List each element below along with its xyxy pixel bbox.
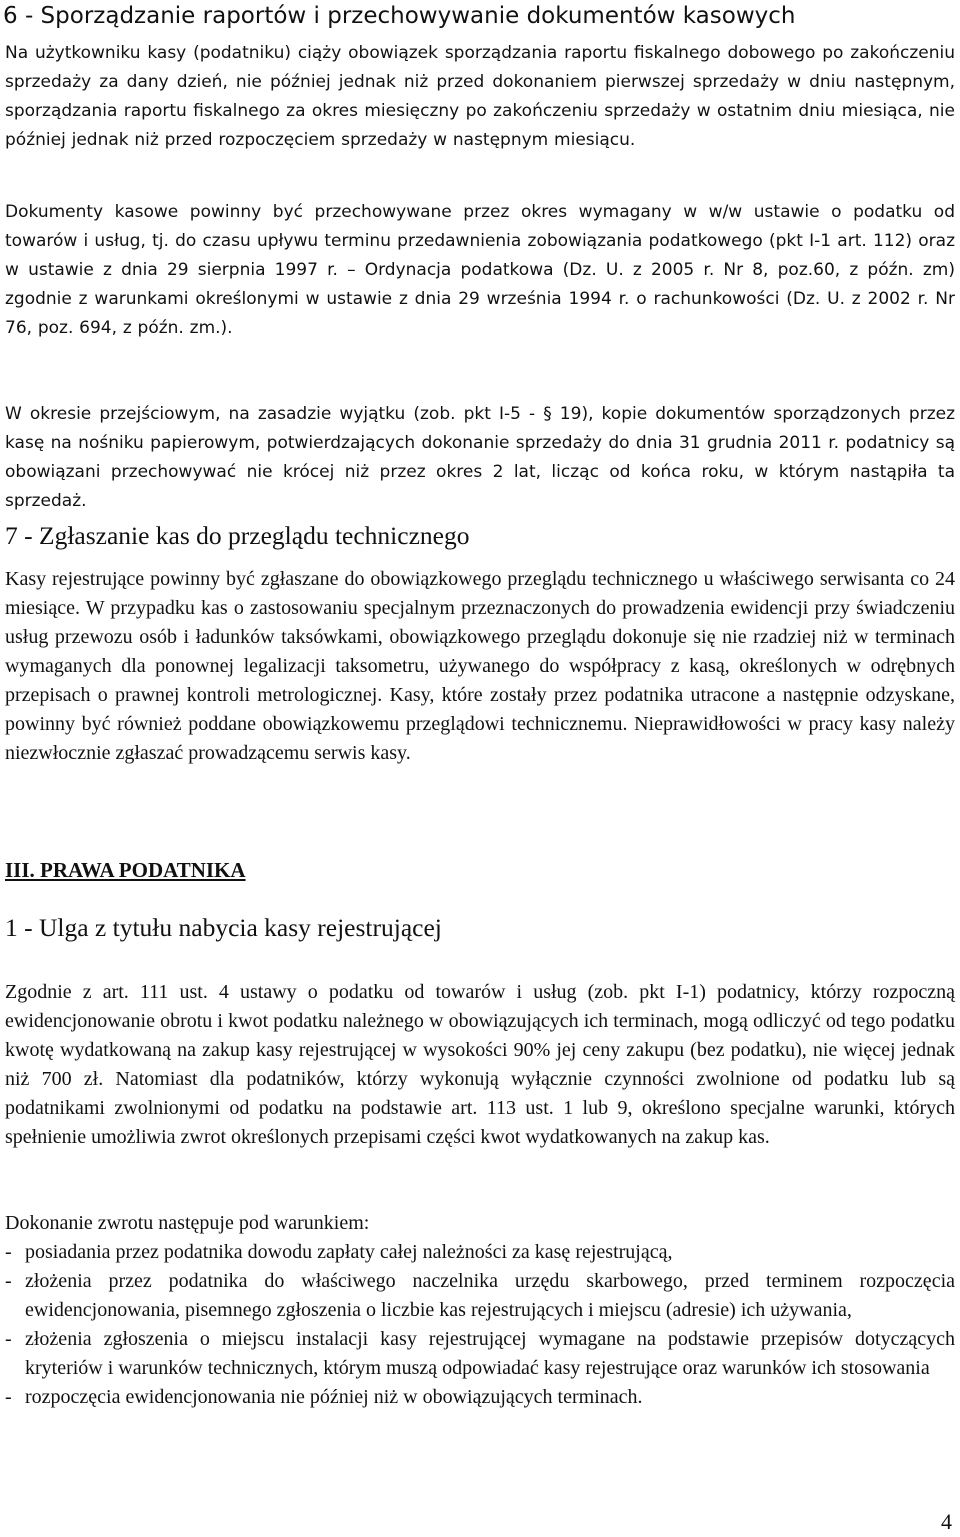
list-bullet: - (5, 1328, 12, 1350)
section-6-heading: 6 - Sporządzanie raportów i przechowywanie dokumentów kasowych (3, 3, 796, 29)
page-number: 4 (941, 1509, 952, 1534)
conditions-list (5, 1238, 955, 1412)
condition-text: złożenia przez podatnika do właściwego naczelnika urzędu skarbowego, przed terminem rozpoczęcia ewidencjonowania, pisemnego zgłoszenia o liczbie kas rejestrujących i miejscu (adresie) ich używania, (25, 1270, 955, 1321)
condition-item (5, 1325, 955, 1383)
condition-item (5, 1267, 955, 1325)
section-1-paragraph-relief: Zgodnie z art. 111 ust. 4 ustawy o podatku od towarów i usług (zob. pkt I-1) podatnicy, którzy rozpoczną ewidencjonowanie obrotu i kwot podatku należnego w obowiązujących ich terminach, mogą odliczyć od tego podatku kwotę wydatkowaną na zakup kasy rejestrującej w wysokości 90% jej ceny zakupu (bez podatku), nie więcej jednak niż 700 zł. Natomiast dla podatników, którzy wykonują wyłącznie czynności zwolnione od podatku lub są podatnikami zwolnionymi od podatku na podstawie art. 113 ust. 1 lub 9, określono specjalne warunki, których spełnienie umożliwia zwrot określonych przepisami części kwot wydatkowanych na zakup kas. (5, 981, 955, 1148)
section-6-paragraph-storage: Dokumenty kasowe powinny być przechowywane przez okres wymagany w w/w ustawie o podatku od towarów i usług, tj. do czasu upływu terminu przedawnienia zobowiązania podatkowego (pkt I-1 art. 112) oraz w ustawie z dnia 29 sierpnia 1997 r. – Ordynacja podatkowa (Dz. U. z 2005 r. Nr 8, poz.60, z późn. zm) zgodnie z warunkami określonymi w ustawie z dnia 29 września 1994 r. o rachunkowości (Dz. U. z 2002 r. Nr 76, poz. 694, z późn. zm.). (5, 202, 955, 338)
part-3-heading: III. PRAWA PODATNIKA (5, 858, 246, 882)
condition-text: posiadania przez podatnika dowodu zapłaty całej należności za kasę rejestrującą, (25, 1241, 673, 1263)
list-bullet: - (5, 1386, 12, 1408)
conditions-intro: Dokonanie zwrotu następuje pod warunkiem: (5, 1212, 370, 1234)
list-bullet: - (5, 1241, 12, 1263)
condition-item (5, 1383, 955, 1412)
section-1-heading: 1 - Ulga z tytułu nabycia kasy rejestrującej (5, 913, 442, 942)
section-6-paragraph-transition: W okresie przejściowym, na zasadzie wyjątku (zob. pkt I-5 - § 19), kopie dokumentów sporządzonych przez kasę na nośniku papierowym, potwierdzających dokonanie sprzedaży do dnia 31 grudnia 2011 r. podatnicy są obowiązani przechowywać nie krócej niż przez okres 2 lat, licząc od końca roku, w którym nastąpiła ta sprzedaż. (5, 404, 955, 511)
section-7-heading: 7 - Zgłaszanie kas do przeglądu technicznego (5, 521, 470, 550)
condition-item (5, 1238, 955, 1267)
list-bullet: - (5, 1270, 12, 1292)
section-7-paragraph: Kasy rejestrujące powinny być zgłaszane do obowiązkowego przeglądu technicznego u właściwego serwisanta co 24 miesiące. W przypadku kas o zastosowaniu specjalnym przeznaczonych do prowadzenia ewidencji przy świadczeniu usług przewozu osób i ładunków taksówkami, obowiązkowego przeglądu dokonuje się nie rzadziej niż w terminach wymaganych dla ponownej legalizacji taksometru, używanego do współpracy z kasą, określonych w odrębnych przepisach o prawnej kontroli metrologicznej. Kasy, które zostały przez podatnika utracone a następnie odzyskane, powinny być również poddane obowiązkowemu przeglądowi technicznemu. Nieprawidłowości w pracy kasy należy niezwłocznie zgłaszać prowadzącemu serwis kasy. (5, 568, 955, 764)
condition-text: rozpoczęcia ewidencjonowania nie później niż w obowiązujących terminach. (25, 1386, 643, 1408)
section-6-paragraph-reports: Na użytkowniku kasy (podatniku) ciąży obowiązek sporządzania raportu fiskalnego dobowego po zakończeniu sprzedaży za dany dzień, nie później jednak niż przed dokonaniem pierwszej sprzedaży w dniu następnym, sporządzania raportu fiskalnego za okres miesięczny po zakończeniu sprzedaży w ostatnim dniu miesiąca, nie później jednak niż przed rozpoczęciem sprzedaży w następnym miesiącu. (5, 43, 955, 150)
condition-text: złożenia zgłoszenia o miejscu instalacji kasy rejestrującej wymagane na podstawie przepisów dotyczących kryteriów i warunków technicznych, którym muszą odpowiadać kasy rejestrujące oraz warunków ich stosowania (25, 1328, 955, 1379)
